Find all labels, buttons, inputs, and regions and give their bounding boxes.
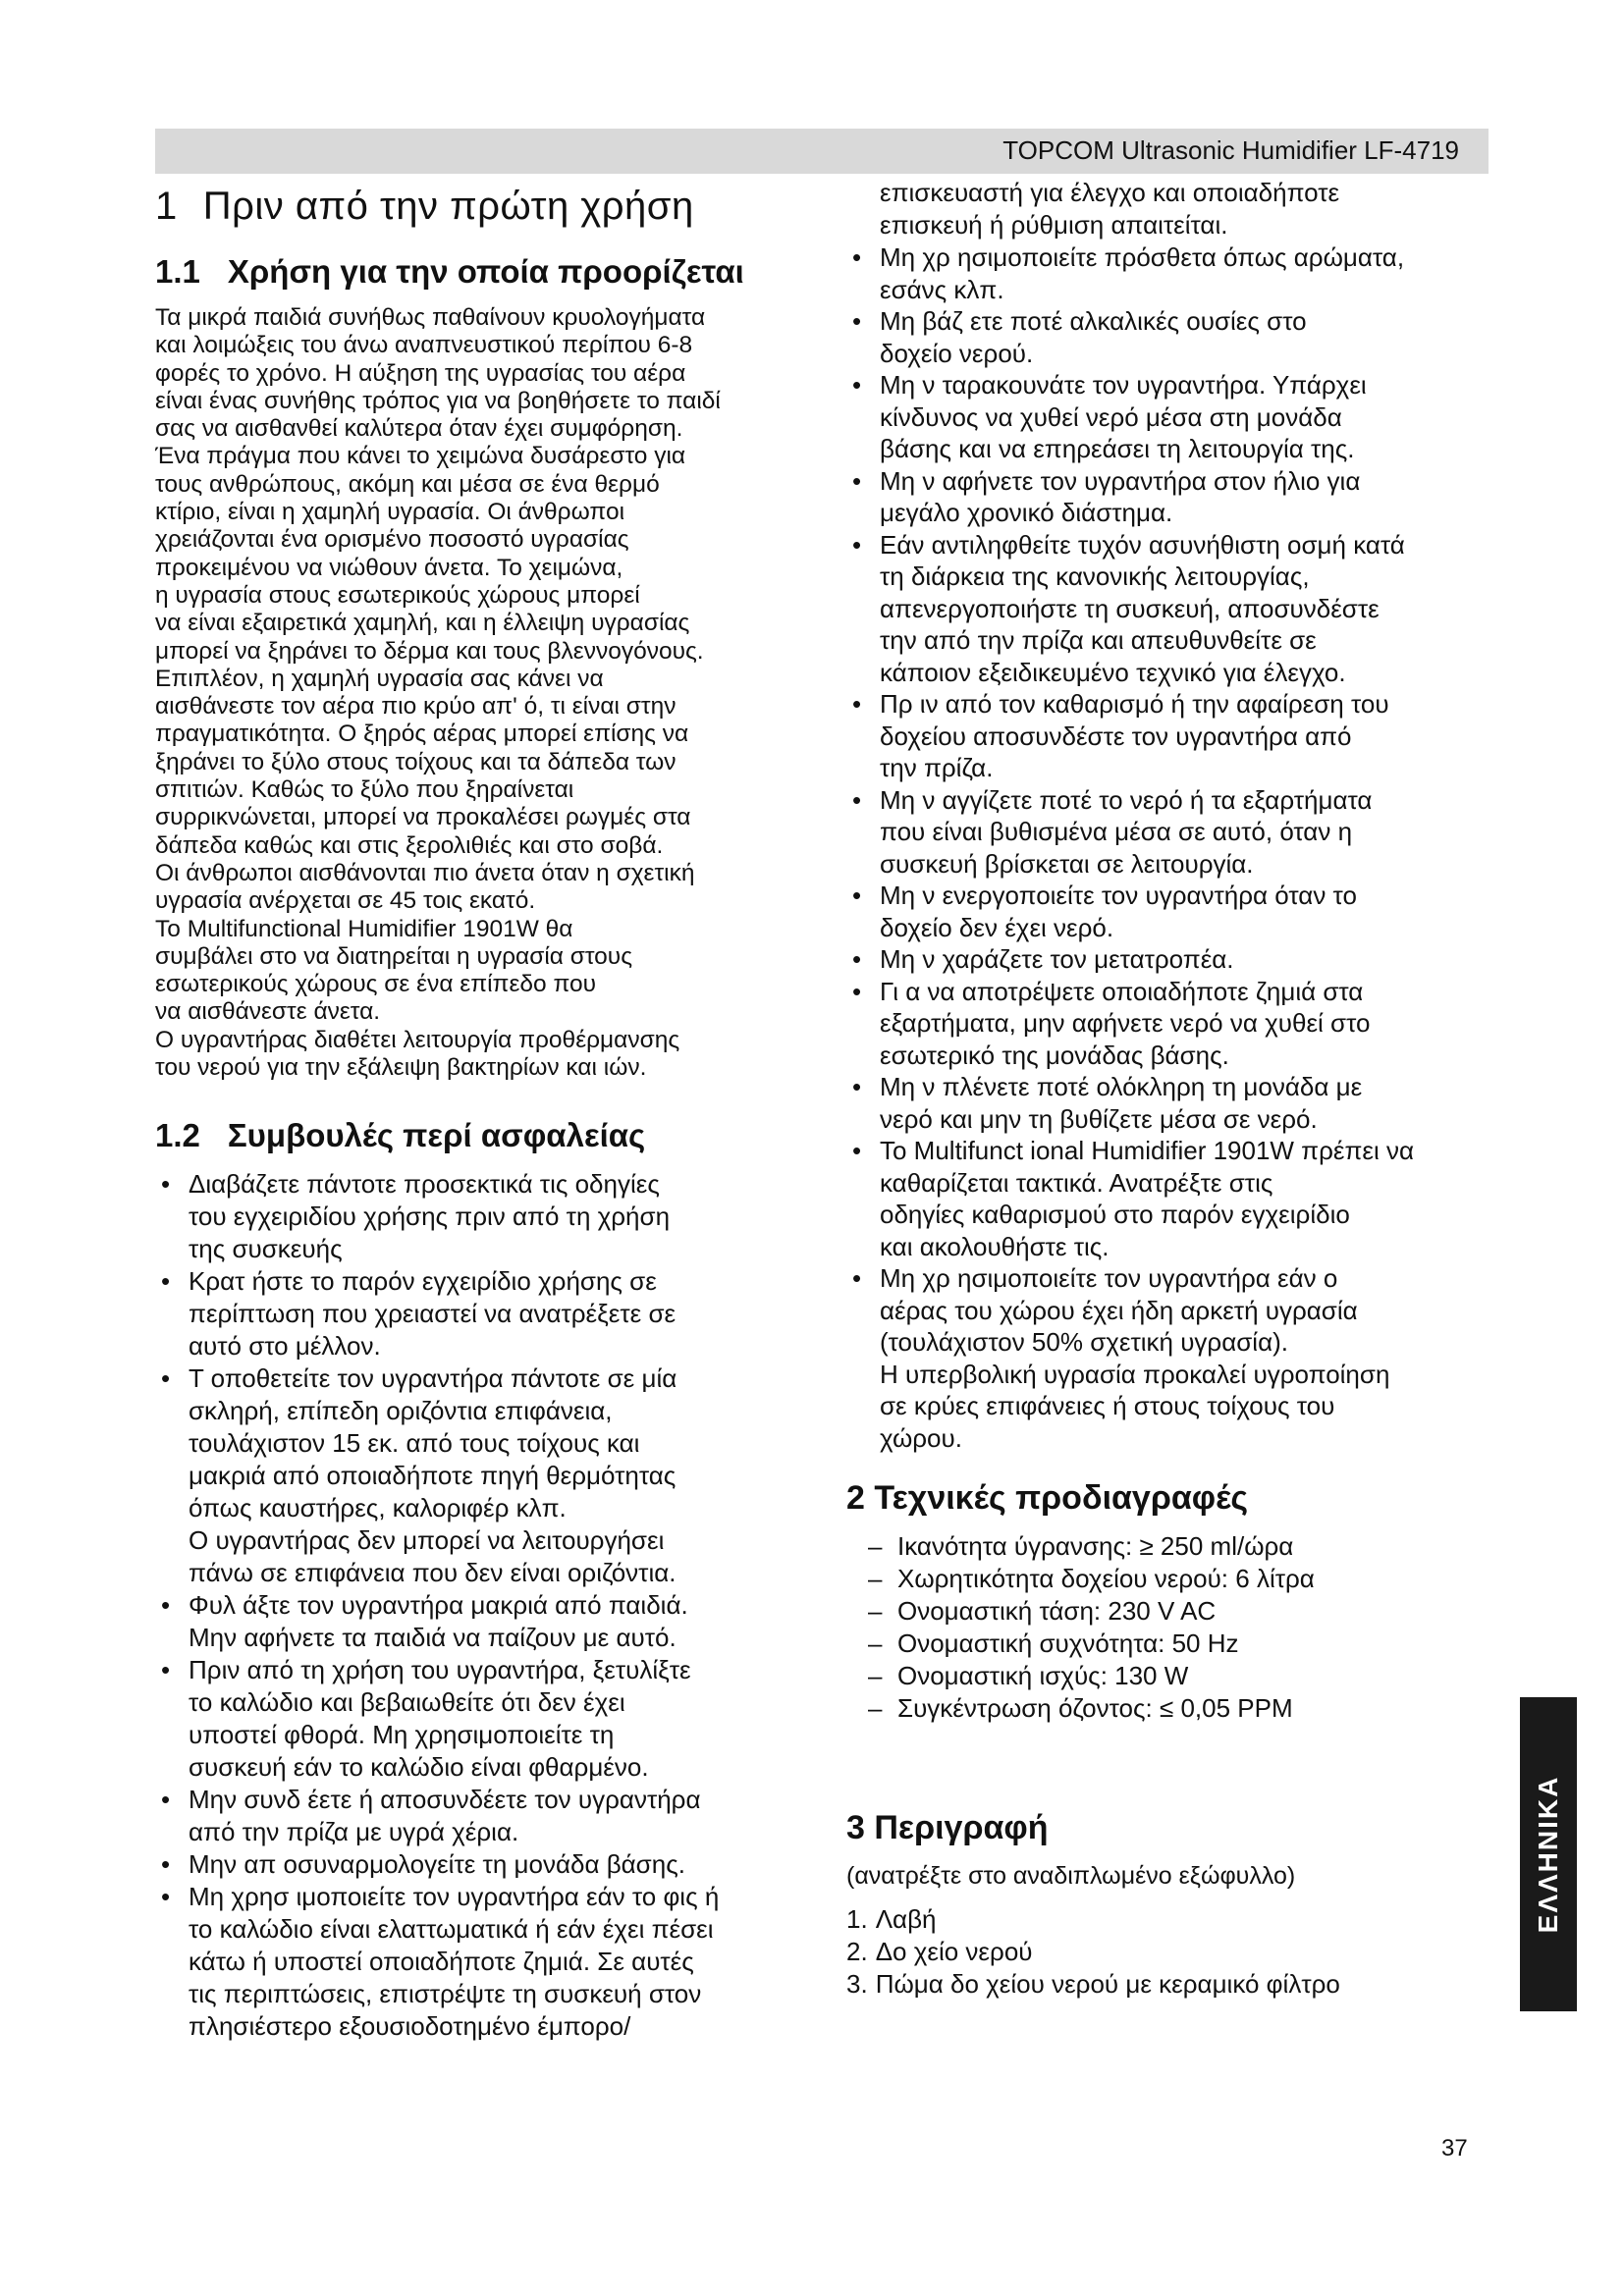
list-item (155, 1654, 793, 1784)
list-item (155, 1362, 793, 1589)
continuation-text (846, 177, 1494, 241)
list-item (846, 529, 1494, 689)
text-line: δοχείο δεν έχει νερό. (880, 912, 1114, 942)
description-note: (ανατρέξτε στο αναδιπλωμένο εξώφυλλο) (846, 1862, 1296, 1890)
language-tab (1520, 1697, 1577, 2011)
section-number: 2 (846, 1479, 865, 1517)
safety-tips-list-continued (846, 241, 1494, 1454)
text-line: κίνδυνος να χυθεί νερό μέσα στη μονάδα (880, 401, 1342, 432)
list-item (846, 465, 1494, 529)
text-line: σας να αισθανθεί καλύτερα όταν έχει συμφόρηση. (155, 415, 683, 443)
text-line: συσκευή βρίσκεται σε λειτουργία. (880, 848, 1254, 879)
text-line: φορές το χρόνο. Η αύξηση της υγρασίας του αέρα (155, 359, 686, 387)
list-item (846, 688, 1494, 784)
text-line: και ακολουθήστε τις. (880, 1231, 1110, 1261)
parts-list (846, 1903, 1494, 2001)
text-line: Ο υγραντήρας διαθέτει λειτουργία προθέρμανσης (155, 1026, 680, 1053)
list-item (155, 1168, 793, 1265)
text-line: οδηγίες καθαρισμού στο παρόν εγχειρίδιο (880, 1200, 1350, 1229)
text-line: • Πρ ιν από τον καθαρισμό ή την αφαίρεση του (880, 689, 1389, 719)
text-line: εσωτερικούς χώρους σε ένα επίπεδο που (155, 971, 597, 998)
subsection-title: Συμβουλές περί ασφαλείας (227, 1117, 646, 1154)
spec-item: – Ονομαστική συχνότητα: 50 Hz (846, 1628, 1494, 1660)
text-line: εσάνς κλπ. (880, 274, 1004, 304)
section-title: Περιγραφή (874, 1809, 1049, 1846)
text-line: χώρου. (880, 1422, 962, 1453)
text-line: του εγχειριδίου χρήσης πριν από τη χρήση (189, 1201, 671, 1232)
text-line: • Μη ν αγγίζετε ποτέ το νερό ή τα εξαρτήματα (880, 784, 1373, 815)
list-item (846, 880, 1494, 943)
text-line: την πρίζα. (880, 753, 994, 782)
text-line: σε κρύες επιφάνειες ή στους τοίχους του (880, 1391, 1335, 1420)
spec-item: – Ονομαστική τάση: 230 V AC (846, 1595, 1494, 1628)
text-line: τους ανθρώπους, ακόμη και μέσα σε ένα θερμό (155, 470, 660, 498)
text-line: • Φυλ άξτε τον υγραντήρα μακριά από παιδιά. (189, 1590, 688, 1621)
text-line: δάπεδα καθώς και στις ξερολιθιές και στο σοβά. (155, 831, 664, 859)
text-line: • Εάν αντιληφθείτε τυχόν ασυνήθιστη οσμή κατά (880, 529, 1405, 560)
text-line: • Μην απ οσυναρμολογείτε τη μονάδα βάσης. (189, 1849, 685, 1880)
text-line: τις περιπτώσεις, επιστρέψτε τη συσκευή στον (189, 1979, 702, 2009)
text-line: τουλάχιστον 15 εκ. από τους τοίχους και (189, 1428, 640, 1459)
text-line: • Πριν από τη χρήση του υγραντήρα, ξετυλίξτε (189, 1655, 691, 1685)
list-item (155, 1265, 793, 1362)
item-number: 2. (846, 1937, 868, 1966)
text-line: δοχείου αποσυνδέστε τον υγραντήρα από (880, 721, 1352, 751)
text-line: αυτό στο μέλλον. (189, 1331, 381, 1362)
text-line: Οι άνθρωποι αισθάνονται πιο άνετα όταν η σχετική (155, 859, 695, 886)
list-item (846, 241, 1494, 305)
section-number: 3 (846, 1809, 865, 1846)
text-line: • Μη χρ ησιμοποιείτε τον υγραντήρα εάν ο (880, 1263, 1338, 1293)
list-item (155, 1848, 793, 1881)
text-line: • Μη ν ενεργοποιείτε τον υγραντήρα όταν το (880, 881, 1357, 910)
text-line: επισκευή ή ρύθμιση απαιτείται. (880, 210, 1228, 240)
text-line: σκληρή, επίπεδη οριζόντια επιφάνεια, (189, 1396, 613, 1426)
text-line: μεγάλο χρονικό διάστημα. (880, 498, 1173, 527)
list-item (846, 1968, 1494, 2001)
section-1-heading (155, 185, 793, 228)
list-item (155, 1589, 793, 1654)
text-line: • Μη χρ ησιμοποιείτε πρόσθετα όπως αρώματα, (880, 242, 1405, 272)
text-line: σπιτιών. Καθώς το ξύλο που ξηραίνεται (155, 776, 574, 804)
text-line: (τουλάχιστον 50% σχετική υγρασία). (880, 1327, 1288, 1357)
page-number: 37 (1441, 2135, 1468, 2162)
text-line: πραγματικότητα. Ο ξηρός αέρας μπορεί επίσης να (155, 721, 689, 748)
spec-item: – Συγκέντρωση όζοντος: ≤ 0,05 PPM (846, 1692, 1494, 1725)
text-line: χρειάζονται ένα ορισμένο ποσοστό υγρασίας (155, 526, 629, 554)
text-line: την από την πρίζα και απευθυνθείτε σε (880, 625, 1317, 655)
text-line: να είναι εξαιρετικά χαμηλή, και η έλλειψη υγρασίας (155, 610, 690, 637)
text-line: μπορεί να ξηράνει το δέρμα και τους βλεννογόνους. (155, 637, 704, 665)
list-item (846, 1135, 1494, 1262)
text-line: Ένα πράγμα που κάνει το χειμώνα δυσάρεστο για (155, 443, 686, 470)
text-line: βάσης και να επηρεάσει τη λειτουργία της. (880, 434, 1355, 463)
list-item (846, 976, 1494, 1072)
text-line: συμβάλει στο να διατηρείται η υγρασία στους (155, 942, 633, 970)
subsection-number: 1.2 (155, 1117, 200, 1154)
text-line: προκειμένου να νιώθουν άνετα. Το χειμώνα, (155, 554, 623, 581)
text-line: περίπτωση που χρειαστεί να ανατρέξετε σε (189, 1299, 677, 1329)
text-line: συσκευή εάν το καλώδιο είναι φθαρμένο. (189, 1752, 649, 1783)
right-column (846, 177, 1494, 2001)
text-line: • To Multifunct ional Humidifier 1901W πρέπει να (880, 1136, 1415, 1165)
spec-item: – Ονομαστική ισχύς: 130 W (846, 1660, 1494, 1692)
item-label: Δο χείο νερού (875, 1937, 1033, 1966)
text-line: που είναι βυθισμένα μέσα σε αυτό, όταν η (880, 817, 1353, 846)
text-line: • Μη βάζ ετε ποτέ αλκαλικές ουσίες στο (880, 306, 1307, 336)
text-line: κτίριο, είναι η χαμηλή υγρασία. Οι άνθρωποι (155, 499, 625, 526)
item-number: 3. (846, 1969, 868, 1999)
text-line: αισθάνεστε τον αέρα πιο κρύο απ' ό, τι είναι στην (155, 693, 677, 721)
subsection-1-1-heading (155, 253, 793, 291)
list-item (846, 305, 1494, 369)
text-line: δοχείο νερού. (880, 338, 1034, 368)
item-label: Λαβή (875, 1904, 937, 1934)
list-item (846, 784, 1494, 881)
text-line: και λοιμώξεις του άνω αναπνευστικού περίπου 6-8 (155, 332, 693, 359)
text-line: • Μη ν χαράζετε τον μετατροπέα. (880, 944, 1234, 974)
text-line: συρρικνώνεται, μπορεί να προκαλέσει ρωγμές στα (155, 804, 691, 831)
text-line: • Μη ν ταρακουνάτε τον υγραντήρα. Υπάρχει (880, 370, 1367, 400)
text-line: Το Multifunctional Humidifier 1901W θα (155, 915, 573, 942)
text-line: • Τ οποθετείτε τον υγραντήρα πάντοτε σε μία (189, 1363, 677, 1394)
text-line: αέρας του χώρου έχει ήδη αρκετή υγρασία (880, 1295, 1358, 1325)
text-line: • Διαβάζετε πάντοτε προσεκτικά τις οδηγίες (189, 1169, 660, 1200)
list-item (846, 1071, 1494, 1135)
list-item (846, 1262, 1494, 1454)
text-line: πάνω σε επιφάνεια που δεν είναι οριζόντια. (189, 1558, 677, 1588)
technical-specs-list (846, 1530, 1494, 1725)
text-line: απενεργοποιήστε τη συσκευή, αποσυνδέστε (880, 593, 1380, 623)
spec-item: – Ικανότητα ύγρανσης: ≥ 250 ml/ώρα (846, 1530, 1494, 1563)
header-bar (155, 129, 1489, 174)
text-line: Ο υγραντήρας δεν μπορεί να λειτουργήσει (189, 1525, 665, 1556)
text-line: • Κρατ ήστε το παρόν εγχειρίδιο χρήσης σε (189, 1266, 657, 1297)
text-line: • Μη χρησ ιμοποιείτε τον υγραντήρα εάν το φις ή (189, 1882, 720, 1912)
text-line: νερό και μην τη βυθίζετε μέσα σε νερό. (880, 1103, 1318, 1134)
text-line: το καλώδιο είναι ελαττωματικά ή εάν έχει πέσει (189, 1914, 714, 1945)
text-line: καθαρίζεται τακτικά. Ανατρέξτε στις (880, 1167, 1273, 1198)
text-line: υγρασία ανέρχεται σε 45 τοις εκατό. (155, 887, 536, 915)
list-item (846, 1903, 1494, 1936)
text-line: να αισθάνεστε άνετα. (155, 998, 381, 1026)
text-line: Τα μικρά παιδιά συνήθως παθαίνουν κρυολογήματα (155, 304, 706, 331)
text-line: εσωτερικό της μονάδας βάσης. (880, 1040, 1229, 1070)
section-3-heading (846, 1809, 1494, 1846)
subsection-number: 1.1 (155, 253, 200, 290)
text-line: Η υπερβολική υγρασία προκαλεί υγροποίηση (880, 1359, 1390, 1389)
text-line: της συσκευής (189, 1234, 343, 1264)
document-header-title: TOPCOM Ultrasonic Humidifier LF-4719 (1002, 135, 1459, 165)
list-item (155, 1881, 793, 2043)
text-line: από την πρίζα με υγρά χέρια. (189, 1817, 519, 1847)
list-item (846, 369, 1494, 465)
text-line: το καλώδιο και βεβαιωθείτε ότι δεν έχει (189, 1687, 625, 1718)
text-line: κάτω ή υποστεί οποιαδήποτε ζημιά. Σε αυτές (189, 1947, 694, 1977)
text-line: • Μη ν πλένετε ποτέ ολόκληρη τη μονάδα με (880, 1072, 1363, 1101)
section-title: Πριν από την πρώτη χρήση (202, 185, 694, 228)
text-line: όπως καυστήρες, καλοριφέρ κλπ. (189, 1493, 567, 1523)
text-line: κάποιον εξειδικευμένο τεχνικό για έλεγχο. (880, 657, 1346, 687)
list-item (846, 1936, 1494, 1968)
text-line: • Γι α να αποτρέψετε οποιαδήποτε ζημιά στα (880, 976, 1364, 1006)
left-column (155, 177, 793, 2043)
item-label: Πώμα δο χείου νερού με κεραμικό φίλτρο (875, 1969, 1340, 1999)
text-line: • Μη ν αφήνετε τον υγραντήρα στον ήλιο για (880, 465, 1361, 496)
text-line: τη διάρκεια της κανονικής λειτουργίας, (880, 561, 1310, 591)
subsection-title: Χρήση για την οποία προορίζεται (227, 253, 744, 290)
text-line: εξαρτήματα, μην αφήνετε νερό να χυθεί στο (880, 1008, 1371, 1038)
text-line: • Μην συνδ έετε ή αποσυνδέετε τον υγραντήρα (189, 1785, 701, 1815)
text-line: πλησιέστερο εξουσιοδοτημένο έμπορο/ (189, 2011, 631, 2042)
text-line: Επιπλέον, η χαμηλή υγρασία σας κάνει να (155, 665, 604, 692)
text-line: μακριά από οποιαδήποτε πηγή θερμότητας (189, 1461, 677, 1491)
list-item (846, 943, 1494, 976)
section-title: Τεχνικές προδιαγραφές (874, 1479, 1249, 1517)
text-line: Μην αφήνετε τα παιδιά να παίζουν με αυτό. (189, 1623, 677, 1653)
item-number: 1. (846, 1904, 868, 1934)
spec-item: – Χωρητικότητα δοχείου νερού: 6 λίτρα (846, 1563, 1494, 1595)
text-line: υποστεί φθορά. Μη χρησιμοποιείτε τη (189, 1720, 615, 1750)
section-2-heading (846, 1479, 1494, 1517)
subsection-1-2-heading (155, 1117, 793, 1154)
text-line: ξηράνει το ξύλο στους τοίχους και τα δάπεδα των (155, 748, 677, 775)
intended-use-text (155, 304, 793, 1082)
text-line: είναι ένας συνήθης τρόπος για να βοηθήσετε το παιδί (155, 387, 721, 414)
text-line: επισκευαστή για έλεγχο και οποιαδήποτε (880, 178, 1340, 207)
list-item (155, 1784, 793, 1848)
language-tab-label: ΕΛΛΗΝΙΚΑ (1533, 1775, 1563, 1934)
text-line: του νερού για την εξάλειψη βακτηρίων και ιών. (155, 1054, 647, 1082)
text-line: η υγρασία στους εσωτερικούς χώρους μπορεί (155, 581, 640, 609)
safety-tips-list (155, 1168, 793, 2043)
section-number: 1 (155, 185, 178, 228)
